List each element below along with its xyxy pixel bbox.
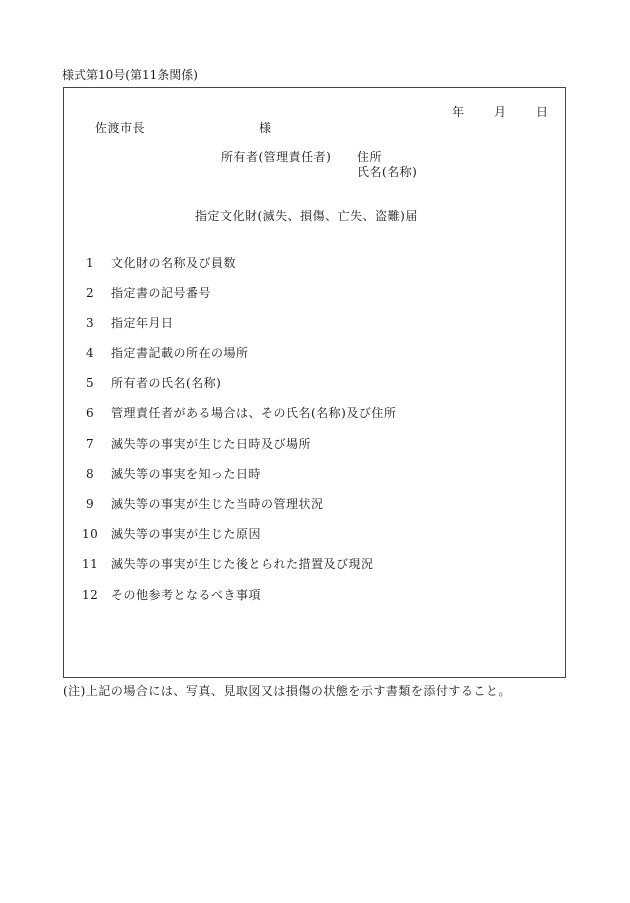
- item-number: 7: [86, 437, 95, 451]
- item-text: 指定年月日: [111, 316, 174, 330]
- item-text: 滅失等の事実が生じた当時の管理状況: [111, 497, 324, 511]
- owner-name-label: 氏名(名称): [357, 165, 418, 179]
- date-day-label: 日: [536, 105, 549, 119]
- addressee-honorific: 様: [259, 121, 272, 135]
- addressee-name: 佐渡市長: [95, 121, 146, 135]
- item-number: 1: [86, 256, 95, 270]
- date-month-label: 月: [494, 105, 507, 119]
- item-text: 滅失等の事実が生じた日時及び場所: [111, 437, 312, 451]
- item-text: 所有者の氏名(名称): [111, 376, 222, 390]
- item-number: 9: [86, 497, 95, 511]
- item-text: 管理責任者がある場合は、その氏名(名称)及び住所: [111, 406, 397, 420]
- item-text: その他参考となるべき事項: [111, 588, 262, 602]
- item-text: 指定書記載の所在の場所: [111, 346, 249, 360]
- owner-address-label: 住所: [357, 150, 383, 164]
- item-text: 滅失等の事実が生じた後とられた措置及び現況: [111, 557, 374, 571]
- item-text: 滅失等の事実を知った日時: [111, 467, 262, 481]
- item-number: 2: [86, 286, 95, 300]
- item-number: 12: [82, 588, 99, 602]
- footnote: (注)上記の場合には、写真、見取図又は損傷の状態を示す書類を添付すること。: [63, 684, 511, 698]
- document-heading: 指定文化財(滅失、損傷、亡失、盗難)届: [195, 209, 418, 223]
- item-number: 3: [86, 316, 95, 330]
- owner-label: 所有者(管理責任者): [221, 150, 332, 164]
- item-number: 4: [86, 346, 95, 360]
- item-text: 文化財の名称及び員数: [111, 256, 237, 270]
- form-number-label: 様式第10号(第11条関係): [62, 68, 198, 82]
- item-number: 8: [86, 467, 95, 481]
- item-text: 滅失等の事実が生じた原因: [111, 527, 262, 541]
- item-number: 11: [82, 557, 99, 571]
- item-number: 5: [86, 376, 95, 390]
- item-number: 10: [82, 527, 99, 541]
- item-text: 指定書の記号番号: [111, 286, 212, 300]
- date-year-label: 年: [452, 105, 465, 119]
- item-number: 6: [86, 406, 95, 420]
